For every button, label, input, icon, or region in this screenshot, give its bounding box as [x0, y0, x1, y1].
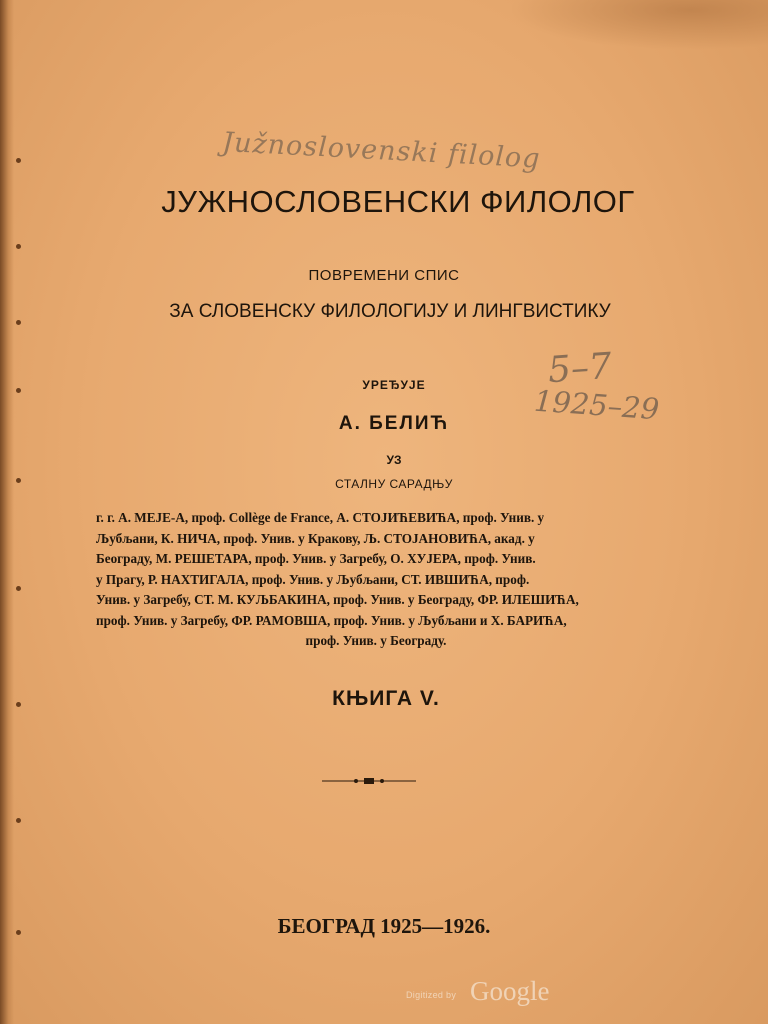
handwritten-volumes: 5–7 [546, 345, 614, 392]
contributors-line: у Прагу, Р. НАХТИГАЛА, проф. Унив. у Љубљани, СТ. ИВШИЋА, проф. [96, 571, 530, 587]
with-label: УЗ [386, 453, 402, 467]
edited-by-label: УРЕЂУЈЕ [362, 378, 426, 392]
contributors-line: Унив. у Загребу, СТ. М. КУЉБАКИНА, проф. Унив. у Београду, ФР. ИЛЕШИЋА, [96, 592, 579, 607]
digitized-watermark [406, 976, 576, 1012]
subtitle-scope: ЗА СЛОВЕНСКУ ФИЛОЛОГИЈУ И ЛИНГВИСТИКУ [169, 301, 611, 322]
contributors-line: г. г. А. МЕЈЕ-А, проф. Collège de France, А. СТОЈИЋЕВИЋА, проф. Унив. у [96, 510, 545, 525]
handwritten-years: 1925–29 [532, 383, 661, 427]
collaboration-label: СТАЛНУ САРАДЊУ [335, 477, 453, 491]
binding-edge [0, 0, 14, 1024]
binding-hole [16, 586, 21, 591]
contributors-line: проф. Унив. у Загребу, ФР. РАМОВША, проф. Унив. у Љубљани и Х. БАРИЋА, [96, 612, 567, 628]
contributors-line: проф. Унив. у Београду. [305, 633, 447, 648]
contributors-line: Љубљани, К. НИЧА, проф. Унив. у Кракову, Љ. СТОЈАНОВИЋА, акад. у [96, 530, 535, 546]
imprint-place-year: БЕОГРАД 1925—1926. [277, 914, 491, 938]
digitized-label: Digitized by [406, 990, 457, 1000]
google-logo: Google [470, 976, 550, 1006]
handwritten-title-note: Južnoslovenski filolog [221, 126, 542, 175]
volume-number: КЊИГА V. [332, 687, 440, 710]
ornament-divider-icon [322, 776, 416, 786]
binding-hole [16, 244, 21, 249]
paper-stain [508, 0, 768, 50]
contributors-line: Београду, М. РЕШЕТАРА, проф. Унив. у Загребу, О. ХУЈЕРА, проф. Унив. [96, 551, 536, 566]
subtitle-periodical: ПОВРЕМЕНИ СПИС [308, 267, 460, 284]
binding-hole [16, 818, 21, 823]
journal-title: ЈУЖНОСЛОВЕНСКИ ФИЛОЛОГ [161, 184, 635, 219]
binding-hole [16, 158, 21, 163]
editor-name: А. БЕЛИЋ [338, 413, 450, 434]
contributors-paragraph [96, 508, 656, 652]
